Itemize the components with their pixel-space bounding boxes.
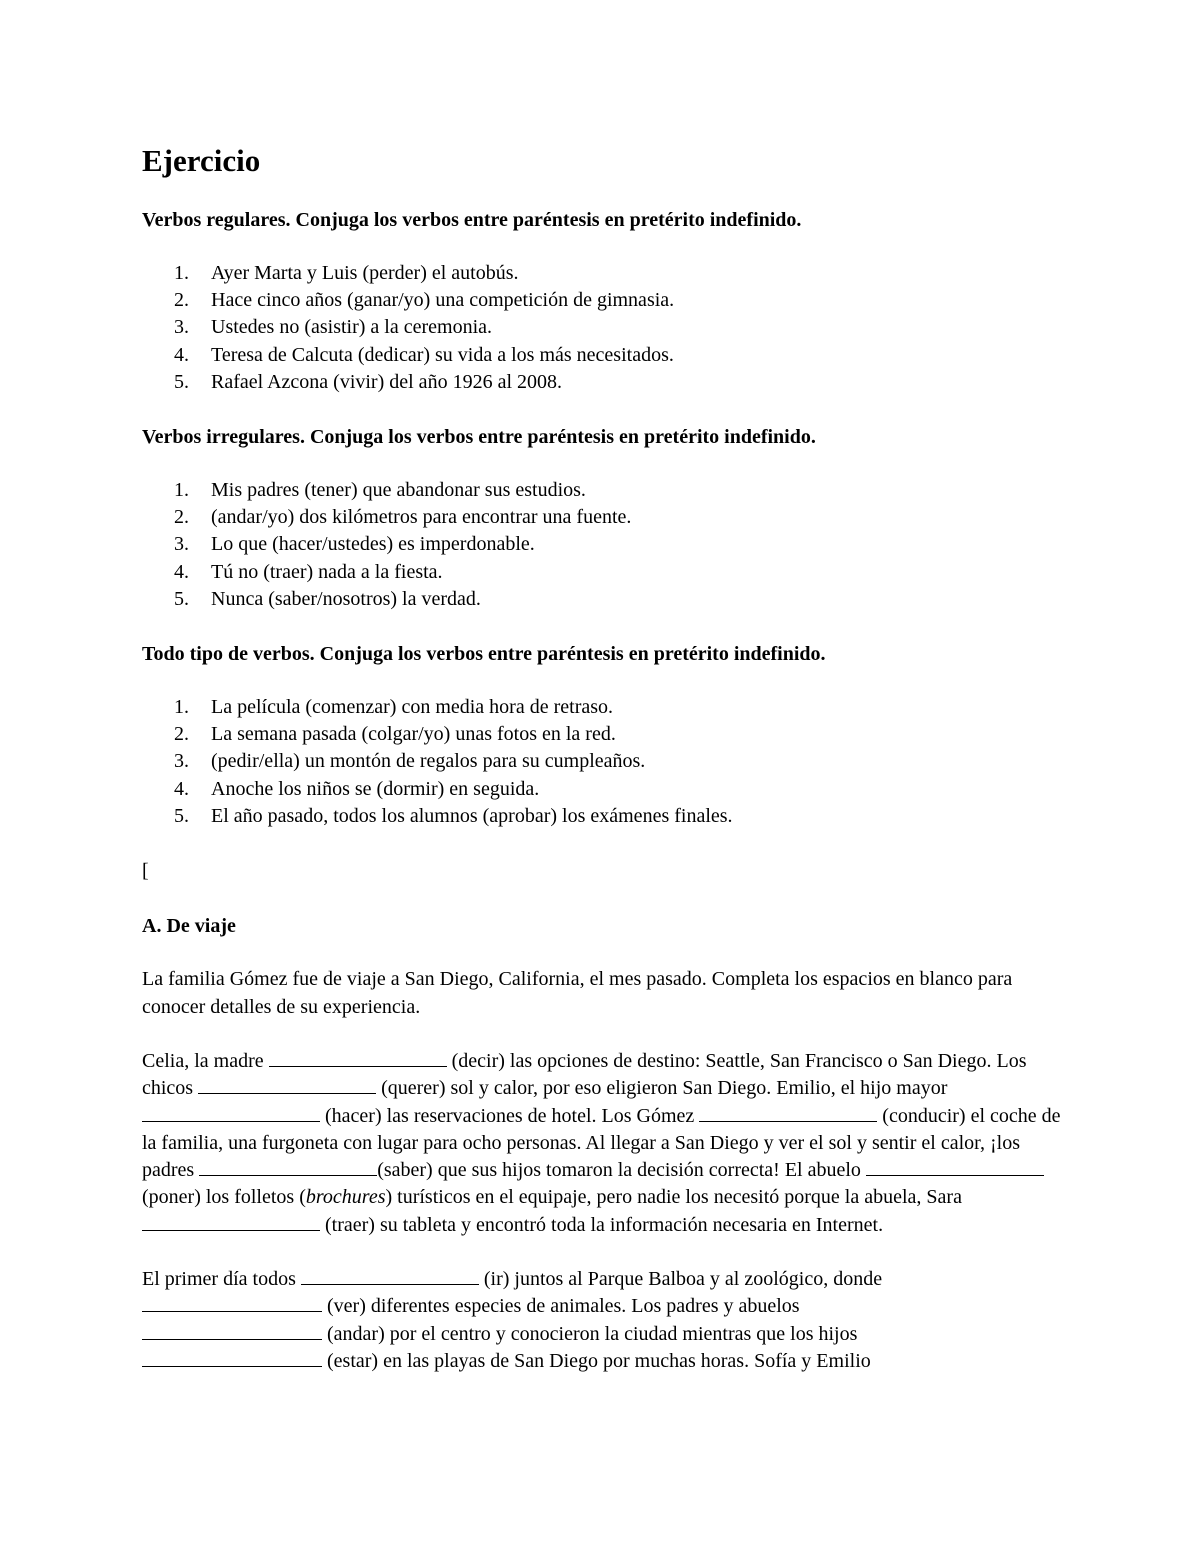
blank-saber[interactable] bbox=[199, 1157, 377, 1176]
blank-poner[interactable] bbox=[866, 1157, 1044, 1176]
section-heading-regulares: Verbos regulares. Conjuga los verbos entre paréntesis en pretérito indefinido. bbox=[142, 209, 802, 231]
blank-querer[interactable] bbox=[198, 1075, 376, 1094]
list-item: 4. Tú no (traer) nada a la fiesta. bbox=[174, 560, 443, 583]
list-todo-tipo bbox=[142, 694, 1072, 830]
list-item: 2. La semana pasada (colgar/yo) unas fotos en la red. bbox=[174, 723, 616, 746]
blank-estar[interactable] bbox=[142, 1348, 322, 1367]
blank-decir[interactable] bbox=[269, 1048, 447, 1067]
list-item: 2. Hace cinco años (ganar/yo) una competición de gimnasia. bbox=[174, 289, 675, 312]
list-item: 3. Lo que (hacer/ustedes) es imperdonable. bbox=[174, 533, 535, 556]
blank-andar[interactable] bbox=[142, 1321, 322, 1340]
blank-hacer[interactable] bbox=[142, 1103, 320, 1122]
viaje-paragraph-1: Celia, la madre (decir) las opciones de destino: Seattle, San Francisco o San Diego. Los chicos (querer) sol y calor, por eso eligieron San Diego. Emilio, el hijo mayor (hacer) las reservaciones de hotel. Los Gómez (conducir) el coche de la familia, una furgoneta con lugar para ocho personas. Al llegar a San Diego y ver el sol y sentir el calor, ¡los padres (saber) que sus hijos tomaron la decisión correcta! El abuelo (poner) los folletos (brochures) turísticos en el equipaje, pero nadie los necesitó porque la abuela, Sara (traer) su tableta y encontró toda la información necesaria en Internet. bbox=[142, 1049, 1061, 1236]
blank-traer[interactable] bbox=[142, 1212, 320, 1231]
list-item: 1. La película (comenzar) con media hora de retraso. bbox=[174, 696, 614, 719]
list-regulares bbox=[142, 260, 1072, 396]
list-item: 3. (pedir/ella) un montón de regalos para su cumpleaños. bbox=[174, 750, 646, 773]
list-item: 5. Rafael Azcona (vivir) del año 1926 al 2008. bbox=[174, 370, 562, 393]
list-item: 4. Anoche los niños se (dormir) en seguida. bbox=[174, 777, 540, 800]
viaje-intro: La familia Gómez fue de viaje a San Diego, California, el mes pasado. Completa los espacios en blanco para conocer detalles de su experiencia. bbox=[142, 968, 1013, 1018]
list-item: 1. Mis padres (tener) que abandonar sus estudios. bbox=[174, 479, 586, 502]
list-item: 5. El año pasado, todos los alumnos (aprobar) los exámenes finales. bbox=[174, 804, 733, 827]
list-item: 5. Nunca (saber/nosotros) la verdad. bbox=[174, 587, 481, 610]
list-item: 1. Ayer Marta y Luis (perder) el autobús. bbox=[174, 262, 519, 284]
list-item: 4. Teresa de Calcuta (dedicar) su vida a los más necesitados. bbox=[174, 343, 674, 366]
section-heading-irregulares: Verbos irregulares. Conjuga los verbos entre paréntesis en pretérito indefinido. bbox=[142, 426, 816, 449]
blank-conducir[interactable] bbox=[699, 1103, 877, 1122]
list-irregulares bbox=[142, 477, 1072, 613]
section-heading-todo-tipo: Todo tipo de verbos. Conjuga los verbos entre paréntesis en pretérito indefinido. bbox=[142, 643, 826, 666]
document-content bbox=[142, 140, 1072, 1375]
viaje-paragraph-2: El primer día todos (ir) juntos al Parque Balboa y al zoológico, donde (ver) diferentes especies de animales. Los padres y abuelos (andar) por el centro y conocieron la ciudad mientras que los hijos (estar) en las playas de San Diego por muchas horas. Sofía y Emilio bbox=[142, 1268, 883, 1372]
blank-ver[interactable] bbox=[142, 1293, 322, 1312]
bracket-mark: [ bbox=[142, 860, 149, 883]
blank-ir[interactable] bbox=[301, 1266, 479, 1285]
list-item: 2. (andar/yo) dos kilómetros para encontrar una fuente. bbox=[174, 506, 632, 529]
page-title: Ejercicio bbox=[142, 143, 261, 178]
section-heading-de-viaje: A. De viaje bbox=[142, 915, 236, 938]
list-item: 3. Ustedes no (asistir) a la ceremonia. bbox=[174, 316, 493, 339]
